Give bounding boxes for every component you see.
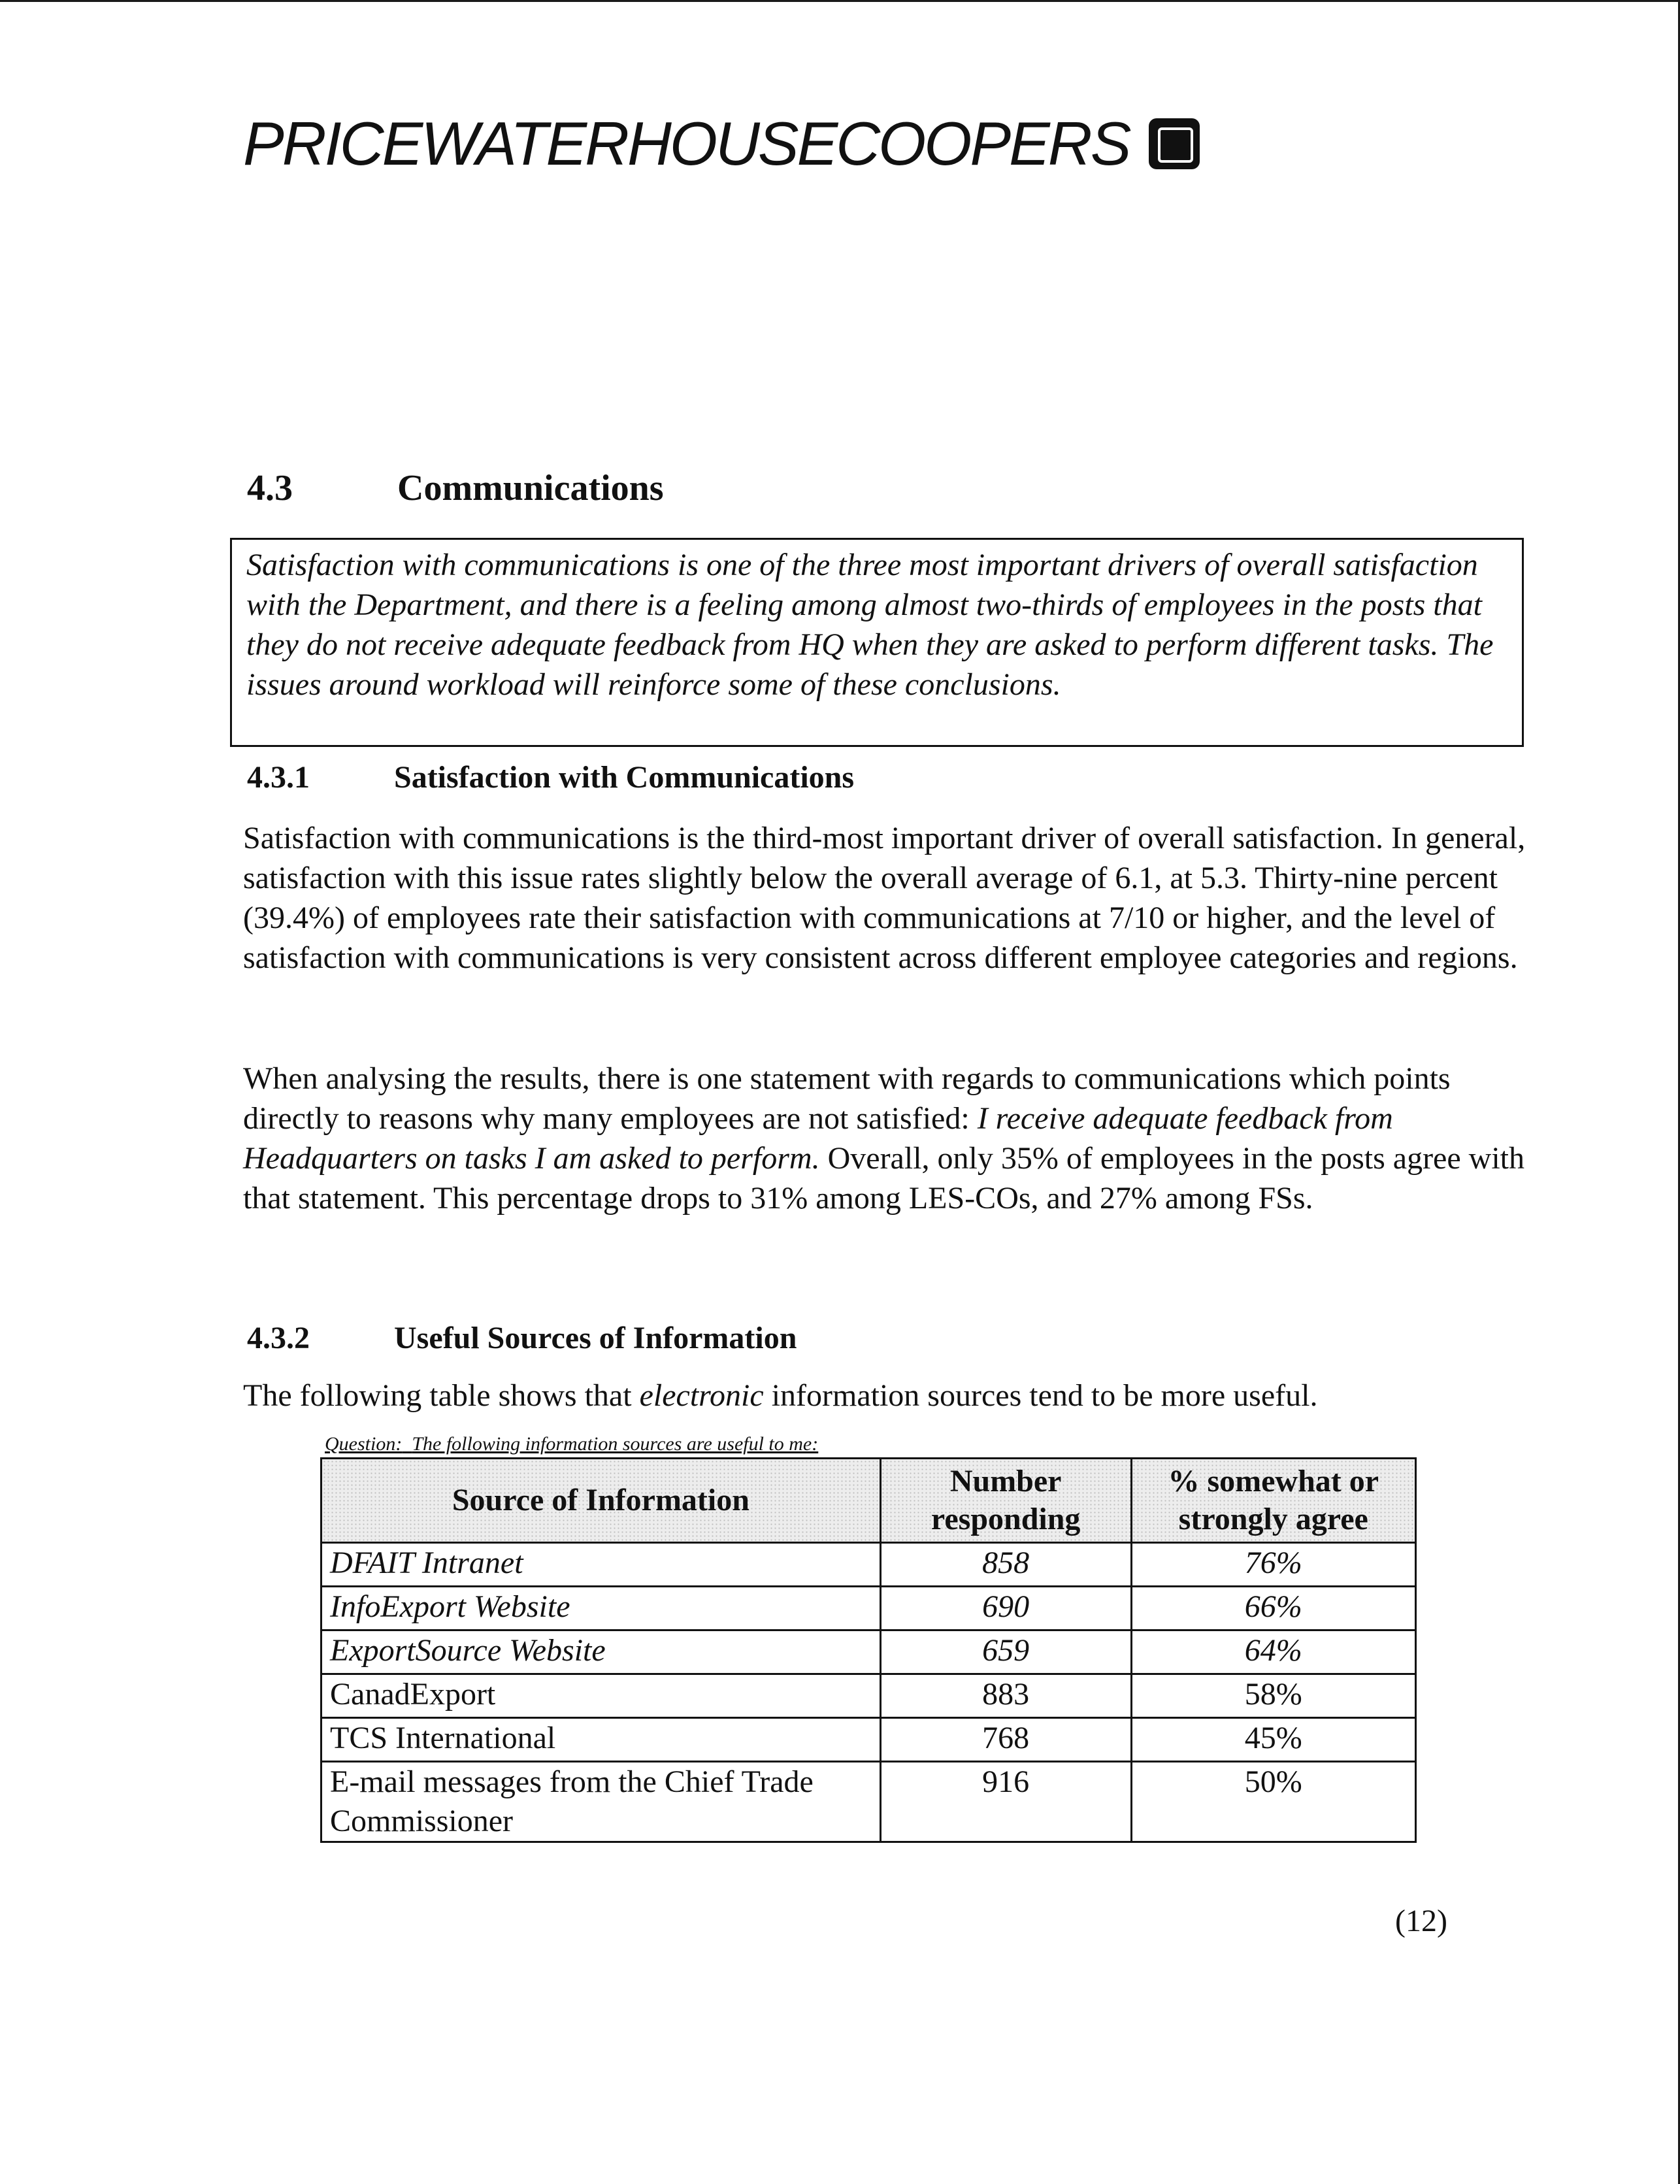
cell-percent: 45% (1131, 1718, 1415, 1762)
cell-number: 768 (880, 1718, 1131, 1762)
header-source: Source of Information (321, 1459, 881, 1543)
table-row (321, 1762, 1416, 1842)
table-intro-emphasis: electronic (639, 1378, 764, 1413)
cell-number: 883 (880, 1674, 1131, 1718)
table-row (321, 1630, 1416, 1674)
cell-number: 858 (880, 1543, 1131, 1587)
subsection-title: Useful Sources of Information (394, 1321, 797, 1355)
section-title: Communications (397, 468, 664, 508)
feedback-statement: I receive adequate feedback from Headquarters on tasks I am asked to perform. (243, 1101, 1393, 1176)
cell-percent: 50% (1131, 1762, 1415, 1842)
cell-number: 916 (880, 1762, 1131, 1842)
subsection-number: 4.3.1 (247, 760, 310, 795)
summary-box: Satisfaction with communications is one of the three most important drivers of overall satisfaction with the Department, and there is a feeling among almost two-thirds of employees in the posts that they do not receive adequate feedback from HQ when they are asked to perform different tasks. The issues around workload will reinforce some of these conclusions. (230, 538, 1524, 747)
table-row (321, 1674, 1416, 1718)
paragraph-satisfaction: Satisfaction with communications is the third-most important driver of overall satisfaction. In general, satisfaction with this issue rates slightly below the overall average of 6.1, at 5.3. Thirty-nine percent (39.4%) of employees rate their satisfaction with communications at 7/10 or higher, and the level of satisfaction with communications is very consistent across different employee categories and regions. (243, 821, 1526, 975)
table-row (321, 1587, 1416, 1630)
table-intro-end: information sources tend to be more useful. (763, 1378, 1318, 1413)
table-intro-start: The following table shows that (243, 1378, 640, 1413)
logo-wordmark: PRICEWATERHOUSECOOPERS (243, 109, 1130, 178)
cell-percent: 76% (1131, 1543, 1415, 1587)
sources-table (320, 1457, 1417, 1843)
table-intro (243, 1376, 1537, 1415)
cell-source: InfoExport Website (321, 1587, 881, 1630)
subsection-heading-1 (247, 759, 855, 795)
paragraph-feedback-start: When analysing the results, there is one statement with regards to communications which points directly to reasons why many employees are not satisfied: (243, 1061, 1451, 1136)
logo-emblem-icon (1149, 118, 1200, 169)
cell-number: 659 (880, 1630, 1131, 1674)
question-label: Question: (325, 1433, 403, 1455)
subsection-heading-2 (247, 1320, 797, 1356)
header-number: Number responding (880, 1459, 1131, 1543)
table-row (321, 1543, 1416, 1587)
cell-number: 690 (880, 1587, 1131, 1630)
paragraph-feedback (243, 1059, 1537, 1218)
cell-source: TCS International (321, 1718, 881, 1762)
cell-source: ExportSource Website (321, 1630, 881, 1674)
page-top-border (0, 0, 1680, 2)
question-caption (325, 1433, 818, 1455)
cell-percent: 66% (1131, 1587, 1415, 1630)
subsection-title: Satisfaction with Communications (394, 760, 855, 795)
cell-percent: 64% (1131, 1630, 1415, 1674)
cell-percent: 58% (1131, 1674, 1415, 1718)
company-logo (243, 98, 1200, 190)
subsection-number: 4.3.2 (247, 1321, 310, 1355)
question-text: The following information sources are useful to me: (412, 1433, 819, 1455)
cell-source: CanadExport (321, 1674, 881, 1718)
section-number: 4.3 (247, 468, 293, 508)
cell-source: E-mail messages from the Chief Trade Commissioner (321, 1762, 881, 1842)
cell-source: DFAIT Intranet (321, 1543, 881, 1587)
table-header-row (321, 1459, 1416, 1543)
header-percent: % somewhat or strongly agree (1131, 1459, 1415, 1543)
page-number: (12) (1395, 1904, 1447, 1938)
table-row (321, 1718, 1416, 1762)
paragraph-feedback-end: Overall, only 35% of employees in the posts agree with that statement. This percentage drops to 31% among LES-COs, and 27% among FSs. (243, 1141, 1524, 1216)
